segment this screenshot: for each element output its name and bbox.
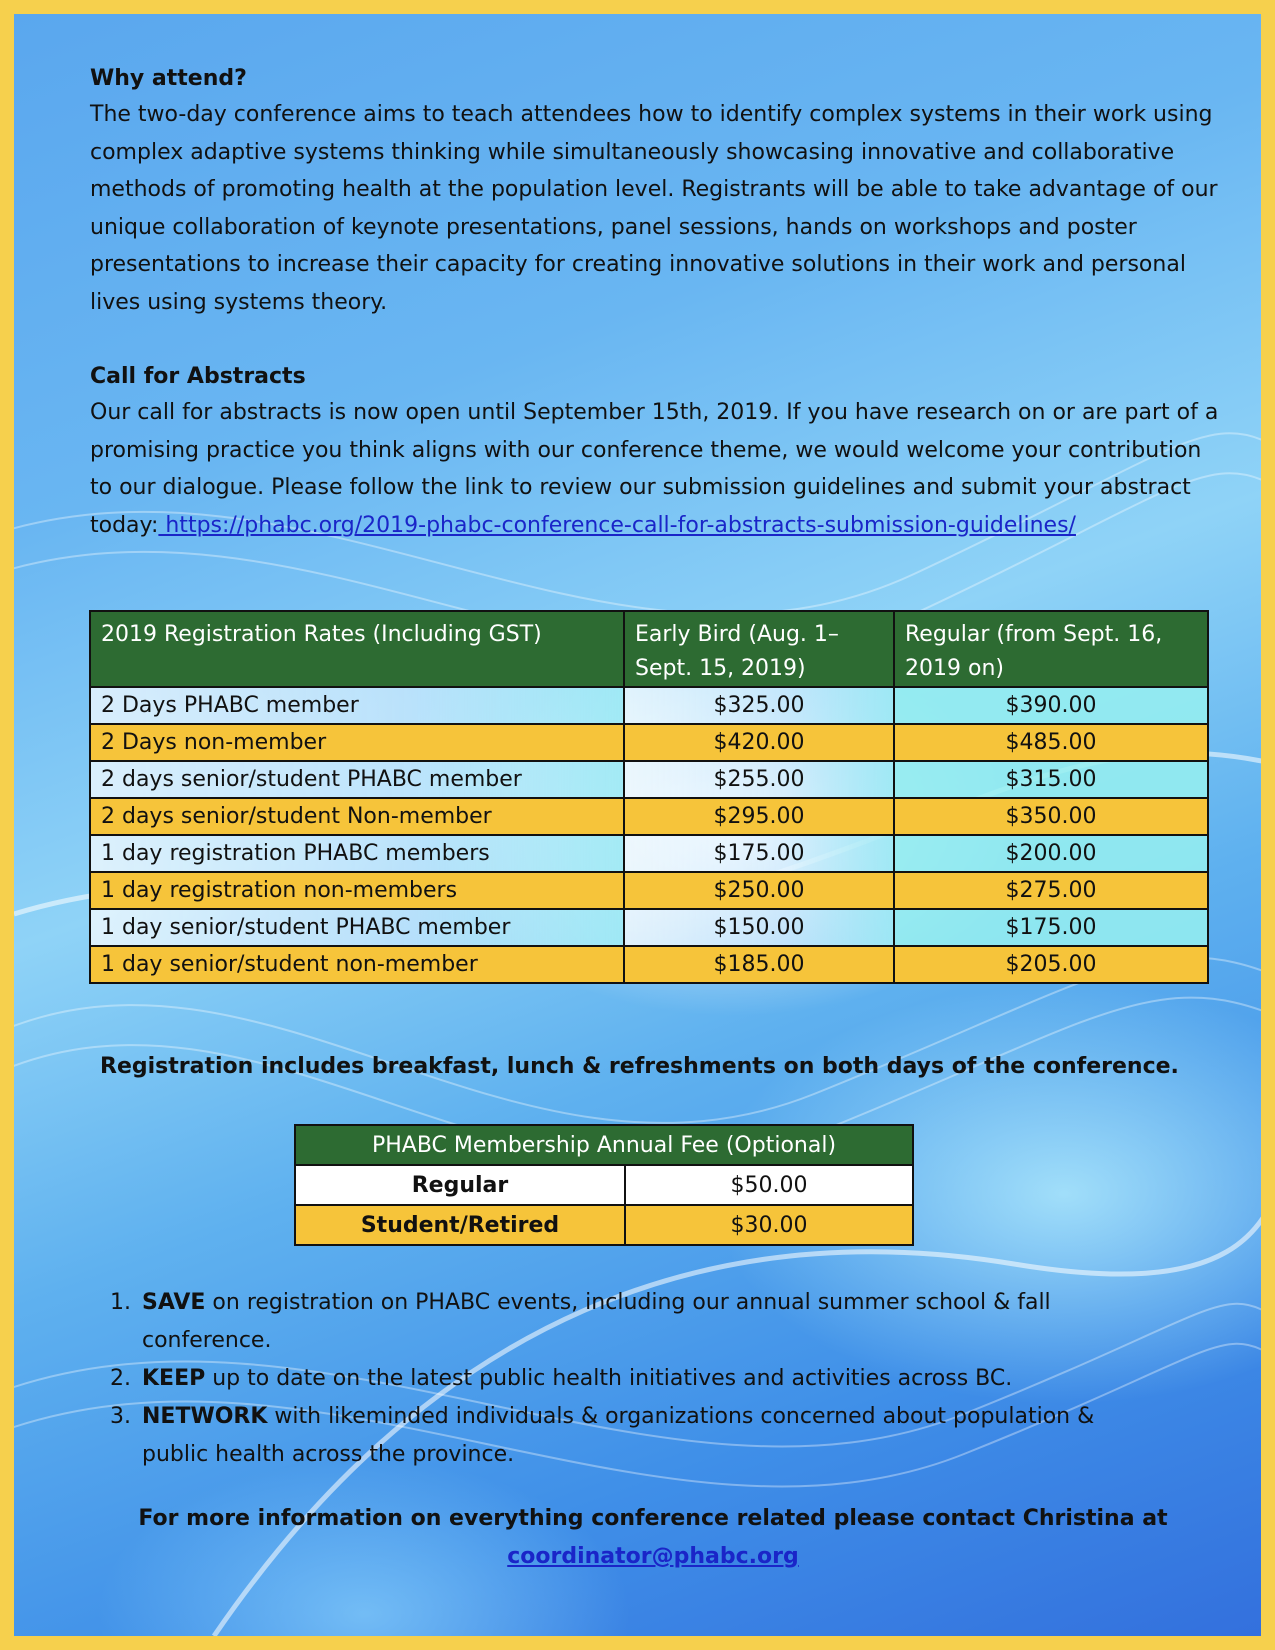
table-row (90, 872, 1208, 909)
membership-header-row (295, 1125, 913, 1165)
rates-header-early-bird: Early Bird (Aug. 1– Sept. 15, 2019) (624, 611, 894, 687)
benefit-keyword: KEEP (142, 1366, 206, 1391)
rate-early: $185.00 (624, 946, 894, 983)
membership-fee: $30.00 (625, 1205, 913, 1245)
rate-regular: $205.00 (894, 946, 1208, 983)
table-row (90, 687, 1208, 724)
abstracts-body: Our call for abstracts is now open until September 15th, 2019. If you have research on or are part of a promising practice you think aligns with our conference theme, we would welcome your contribution to our dialogue. Please follow the link to review our submission guidelines and submit your abstract today: (90, 400, 1219, 538)
list-number: 1. (110, 1290, 131, 1315)
rate-early: $295.00 (624, 798, 894, 835)
list-item (100, 1284, 1140, 1360)
table-row (90, 724, 1208, 761)
benefit-text: with likeminded individuals & organizations concerned about population & public health across the province. (142, 1404, 1095, 1467)
rate-label: 2 Days PHABC member (90, 687, 624, 724)
rate-regular: $350.00 (894, 798, 1208, 835)
table-row (90, 946, 1208, 983)
membership-fee-table (294, 1124, 914, 1246)
rates-header-row (90, 611, 1208, 687)
rate-regular: $200.00 (894, 835, 1208, 872)
abstracts-guidelines-link[interactable]: https://phabc.org/2019-phabc-conference-call-for-abstracts-submission-guidelines/ (158, 512, 1076, 538)
benefit-keyword: SAVE (142, 1290, 206, 1315)
rate-label: 2 days senior/student Non-member (90, 798, 624, 835)
contact-text: For more information on everything conference related please contact Christina at (138, 1506, 1168, 1531)
rate-label: 1 day registration non-members (90, 872, 624, 909)
rate-regular: $315.00 (894, 761, 1208, 798)
table-row (295, 1165, 913, 1205)
rate-label: 1 day senior/student non-member (90, 946, 624, 983)
membership-fee: $50.00 (625, 1165, 913, 1205)
rate-label: 1 day registration PHABC members (90, 835, 624, 872)
membership-label: Regular (295, 1165, 625, 1205)
list-item (100, 1398, 1140, 1474)
rates-header-category: 2019 Registration Rates (Including GST) (90, 611, 624, 687)
call-for-abstracts-paragraph (90, 394, 1220, 544)
rate-regular: $485.00 (894, 724, 1208, 761)
membership-benefits-list (100, 1284, 1140, 1474)
rate-regular: $175.00 (894, 909, 1208, 946)
table-row (90, 835, 1208, 872)
table-row (90, 909, 1208, 946)
why-attend-paragraph: The two-day conference aims to teach attendees how to identify complex systems in their work using complex adaptive systems thinking while simultaneously showcasing innovative and collaborative methods of promoting health at the population level. Registrants will be able to take advantage of our unique collaboration of keynote presentations, panel sessions, hands on workshops and poster presentations to increase their capacity for creating innovative solutions in their work and personal lives using systems theory. (90, 102, 1218, 315)
benefit-text: on registration on PHABC events, including our annual summer school & fall conference. (142, 1290, 1051, 1353)
rate-early: $255.00 (624, 761, 894, 798)
list-item (100, 1360, 1140, 1398)
rate-early: $175.00 (624, 835, 894, 872)
list-number: 3. (110, 1404, 131, 1429)
table-row (295, 1205, 913, 1245)
contact-block (90, 1500, 1216, 1576)
rates-header-regular: Regular (from Sept. 16, 2019 on) (894, 611, 1208, 687)
rate-label: 2 Days non-member (90, 724, 624, 761)
rate-early: $150.00 (624, 909, 894, 946)
contact-email-link[interactable]: coordinator@phabc.org (507, 1544, 799, 1569)
rate-regular: $275.00 (894, 872, 1208, 909)
rate-early: $420.00 (624, 724, 894, 761)
membership-label: Student/Retired (295, 1205, 625, 1245)
call-for-abstracts-heading: Call for Abstracts (90, 364, 306, 389)
registration-rates-table (89, 610, 1209, 984)
table-row (90, 761, 1208, 798)
why-attend-heading: Why attend? (90, 66, 247, 91)
benefit-text: up to date on the latest public health initiatives and activities across BC. (205, 1366, 1013, 1391)
rate-label: 1 day senior/student PHABC member (90, 909, 624, 946)
benefit-keyword: NETWORK (142, 1404, 268, 1429)
rate-label: 2 days senior/student PHABC member (90, 761, 624, 798)
list-number: 2. (110, 1366, 131, 1391)
rate-regular: $390.00 (894, 687, 1208, 724)
membership-header: PHABC Membership Annual Fee (Optional) (295, 1125, 913, 1165)
registration-includes-note: Registration includes breakfast, lunch & refreshments on both days of the conference. (100, 1054, 1179, 1079)
rate-early: $250.00 (624, 872, 894, 909)
rate-early: $325.00 (624, 687, 894, 724)
table-row (90, 798, 1208, 835)
